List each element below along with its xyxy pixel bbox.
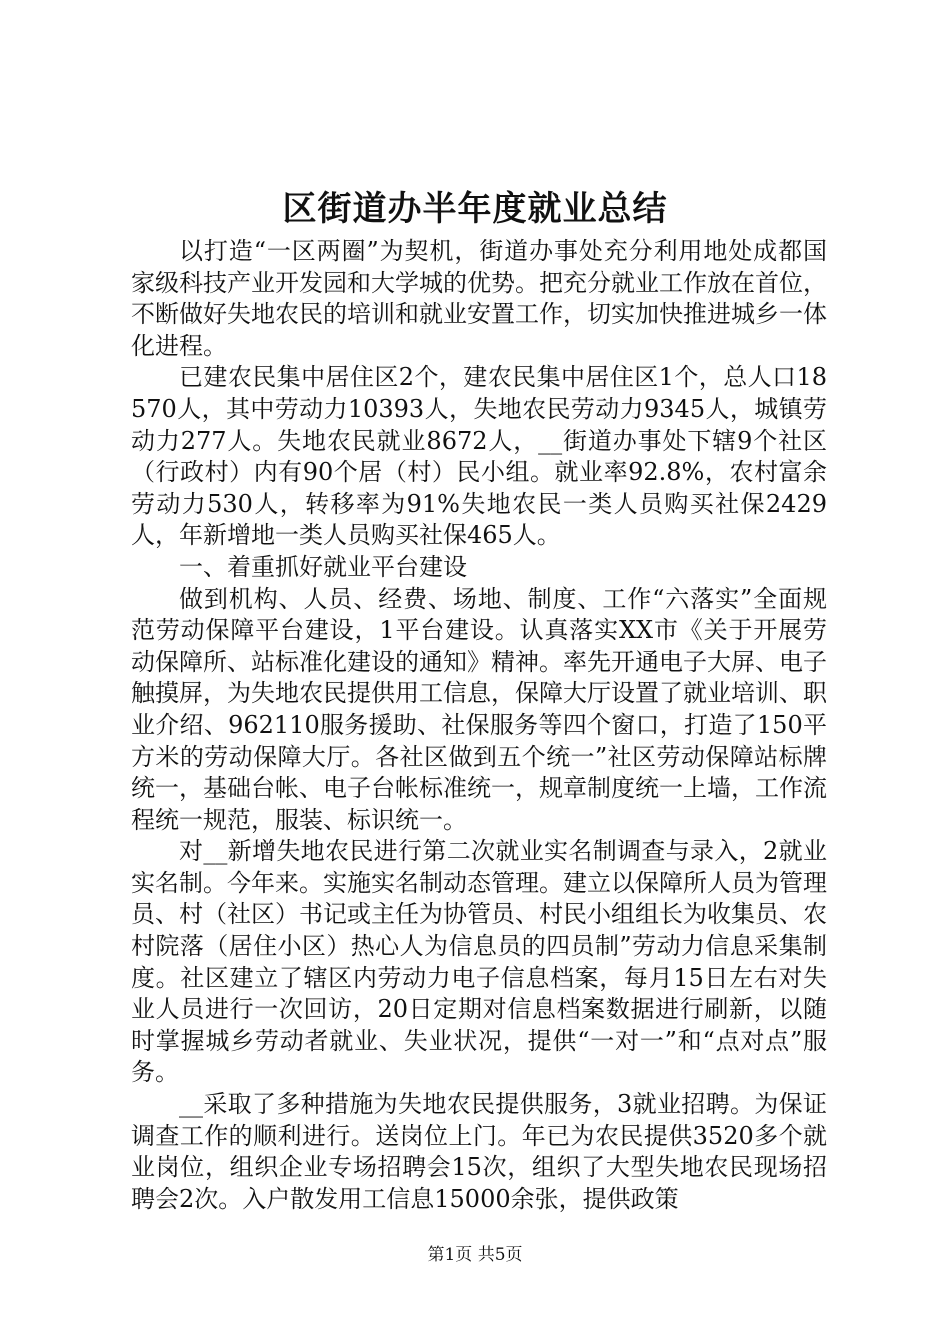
section-heading: 一、着重抓好就业平台建设 bbox=[179, 552, 467, 581]
document-body bbox=[131, 236, 827, 1215]
paragraph-platform: 做到机构、人员、经费、场地、制度、工作“六落实”全面规范劳动保障平台建设，1平台建设。认真落实XX市《关于开展劳动保障所、站标准化建设的通知》精神。率先开通电子大屏、电子触摸屏，为失地农民提供用工信息，保障大厅设置了就业培训、职业介绍、962110服务援助、社保服务等四个窗口，打造了150平方米的劳动保障大厅。各社区做到五个统一”社区劳动保障站标牌统一，基础台帐、电子台帐标准统一，规章制度统一上墙，工作流程统一规范，服装、标识统一。 bbox=[131, 584, 827, 834]
paragraph-recruitment: __采取了多种措施为失地农民提供服务，3就业招聘。为保证调查工作的顺利进行。送岗位上门。年已为农民提供3520多个就业岗位，组织企业专场招聘会15次，组织了大型失地农民现场招聘会2次。入户散发用工信息15000余张，提供政策 bbox=[131, 1090, 827, 1213]
paragraph-statistics: 已建农民集中居住区2个，建农民集中居住区1个，总人口18570人，其中劳动力10393人，失地农民劳动力9345人，城镇劳动力277人。失地农民就业8672人，__街道办事处下辖9个社区（行政村）内有90个居（村）民小组。就业率92.8%，农村富余劳动力530人，转移率为91%失地农民一类人员购买社保2429人，年新增地一类人员购买社保465人。 bbox=[131, 363, 827, 550]
page-footer: 第1页 共5页 bbox=[427, 1245, 523, 1265]
paragraph-real-name: 对__新增失地农民进行第二次就业实名制调查与录入，2就业实名制。今年来。实施实名制动态管理。建立以保障所人员为管理员、村（社区）书记或主任为协管员、村民小组组长为收集员、农村院落（居住小区）热心人为信息员的四员制”劳动力信息采集制度。社区建立了辖区内劳动力电子信息档案，每月15日左右对失业人员进行一次回访，20日定期对信息档案数据进行刷新，以随时掌握城乡劳动者就业、失业状况，提供“一对一”和“点对点”服务。 bbox=[131, 837, 827, 1087]
document-title: 区街道办半年度就业总结 bbox=[282, 189, 668, 229]
paragraph-intro: 以打造“一区两圈”为契机，街道办事处充分利用地处成都国家级科技产业开发园和大学城的优势。把充分就业工作放在首位，不断做好失地农民的培训和就业安置工作，切实加快推进城乡一体化进程。 bbox=[131, 237, 827, 360]
